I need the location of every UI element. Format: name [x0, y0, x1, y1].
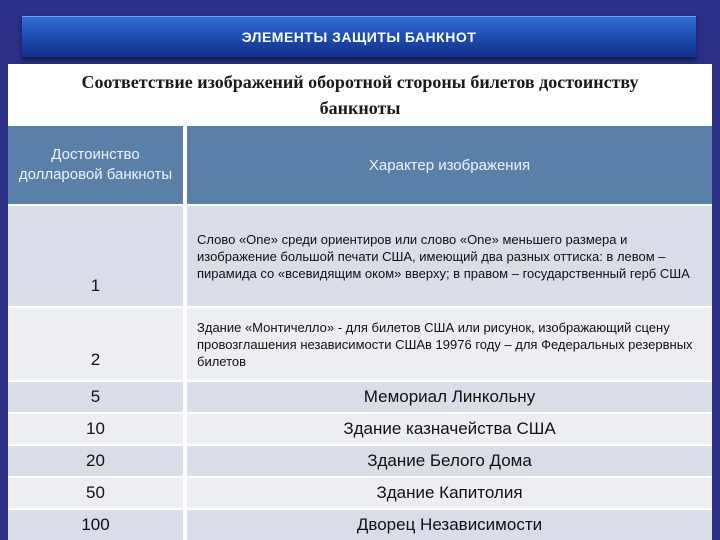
table-row	[8, 307, 712, 381]
table-row	[8, 413, 712, 445]
denomination-cell: 20	[8, 445, 185, 477]
denomination-table	[8, 126, 712, 540]
column-header-denomination: Достоинство долларовой банкноты	[8, 126, 185, 205]
column-header-description: Характер изображения	[185, 126, 712, 205]
description-cell: Здание Белого Дома	[185, 445, 712, 477]
table-row	[8, 509, 712, 540]
table-row	[8, 205, 712, 307]
page-subtitle: Соответствие изображений оборотной стороны билетов достоинству банкноты	[81, 72, 639, 118]
denomination-cell: 50	[8, 477, 185, 509]
denomination-cell: 1	[8, 205, 185, 307]
description-cell: Здание казначейства США	[185, 413, 712, 445]
denomination-cell: 2	[8, 307, 185, 381]
description-cell: Слово «One» среди ориентиров или слово «One» меньшего размера и изображение большой печати США, имеющий два разных оттиска: в левом – пирамида со «всевидящим оком» вверху; в правом – государственный герб США	[185, 205, 712, 307]
description-cell: Здание «Монтичелло» - для билетов США или рисунок, изображающий сцену провозглашения независимости СШАв 19976 году – для Федеральных резервных билетов	[185, 307, 712, 381]
denomination-cell: 10	[8, 413, 185, 445]
denomination-cell: 100	[8, 509, 185, 540]
table-row	[8, 445, 712, 477]
subtitle-box	[8, 64, 712, 126]
description-cell: Здание Капитолия	[185, 477, 712, 509]
denomination-cell: 5	[8, 381, 185, 413]
table-row	[8, 381, 712, 413]
header-title: ЭЛЕМЕНТЫ ЗАЩИТЫ БАНКНОТ	[241, 29, 477, 45]
header-banner	[22, 16, 696, 59]
table-row	[8, 477, 712, 509]
description-cell: Мемориал Линкольну	[185, 381, 712, 413]
table-header-row	[8, 126, 712, 205]
description-cell: Дворец Независимости	[185, 509, 712, 540]
